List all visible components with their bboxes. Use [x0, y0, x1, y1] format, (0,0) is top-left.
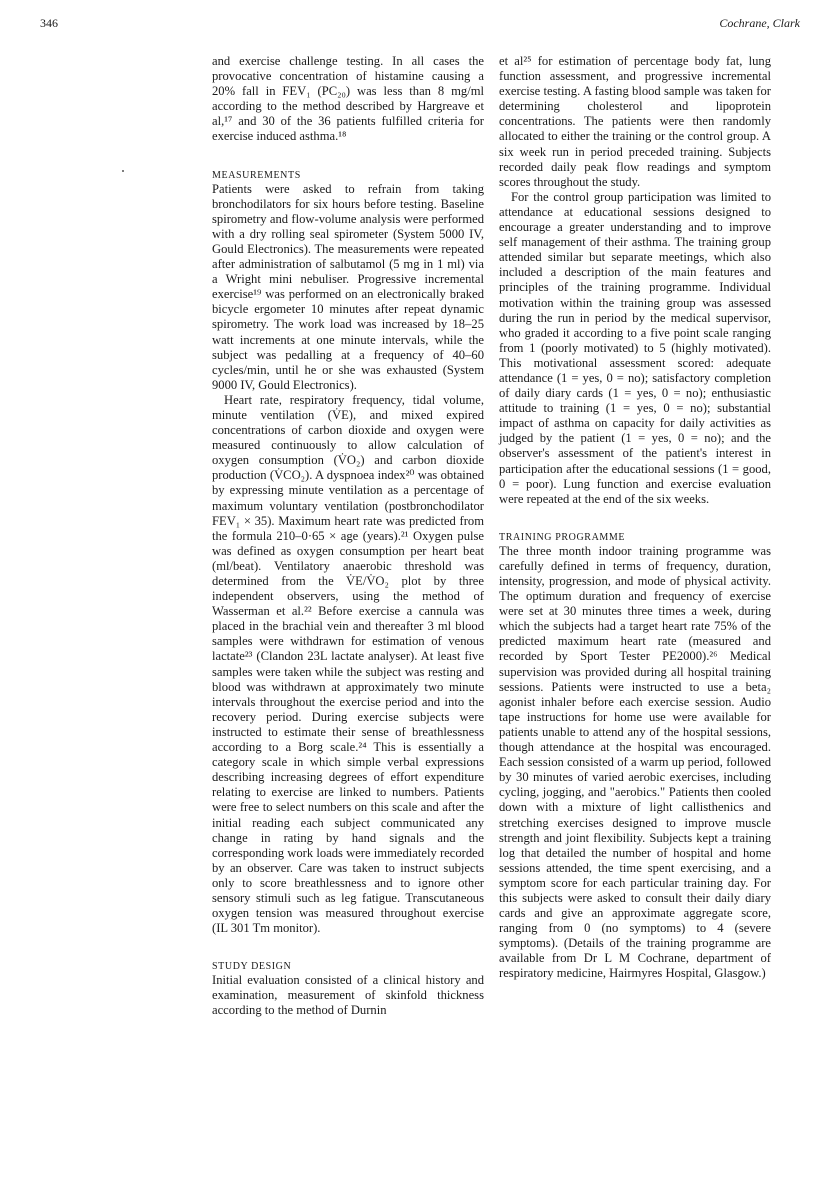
heading-training-programme: TRAINING PROGRAMME	[499, 531, 626, 543]
paragraph-training: The three month indoor training programme was carefully defined in terms of frequency, duration, intensity, progression, and mode of physical activity. The optimum duration and frequency of exercise were set at 30 minutes three times a week, during which the subjects had a target heart rate 75% of the predicted maximum heart rate (measured and recorded by Sport Tester PE2000).²⁶ Medical supervision was provided during all hospital training sessions. Patients were instructed to use a beta₂ agonist inhaler before each exercise session. Audio tape instructions for home use were available for patients unable to attend any of the hospital sessions, though attendance at the hospital was encouraged. Each session consisted of a warm up period, followed by 30 minutes of varied aerobic exercises, including cycling, jogging, and "aerobics." Patients then cooled down with a mixture of light callisthenics and stretching exercises designed to improve muscle strength and joint flexibility. Subjects kept a training log that detailed the number of hospital and home sessions attended, the time spent exercising, and a symptom score for each particular training day. For this subjects were asked to consult their daily diary cards and give an approximate aggregate score, ranging from 0 (no symptoms) to 4 (severe symptoms). (Details of the training programme are available from Dr L M Cochrane, department of respiratory medicine, Hairmyres Hospital, Glasgow.)	[499, 543, 771, 981]
running-head-authors: Cochrane, Clark	[719, 16, 800, 30]
paragraph-initial-evaluation: Initial evaluation consisted of a clinical history and examination, measurement of skinfold thickness according to the method of Durnin	[212, 973, 484, 1018]
paragraph-spirometry: Patients were asked to refrain from taking bronchodilators for six hours before testing. Baseline spirometry and flow-volume analysis were performed with a dry rolling seal spirometer (System 5000 IV, Gould Electronics). The measurements were repeated after administration of salbutamol (5 mg in 1 ml) via a Wright mini nebuliser. Progressive incremental exercise¹⁹ was performed on an electronically braked bicycle ergometer 10 minutes after repeat dynamic spirometry. The work load was increased by 18–25 watt increments at one minute intervals, while the subject was pedalling at a frequency of 40–60 cycles/min, until he or she was exhausted (System 9000 IV, Gould Electronics).	[212, 181, 484, 392]
paragraph-heart-rate: Heart rate, respiratory frequency, tidal volume, minute ventilation (V̇E), and mixed expired concentrations of carbon dioxide and oxygen were measured continuously to allow calculation of oxygen consumption (V̇O₂) and carbon dioxide production (V̇CO₂). A dyspnoea index²⁰ was obtained by expressing minute ventilation as a percentage of maximum voluntary ventilation (postbronchodilator FEV₁ × 35). Maximum heart rate was predicted from the formula 210–0·65 × age (years).²¹ Oxygen pulse was defined as oxygen consumption per heart beat (ml/beat). Ventilatory anaerobic threshold was determined from the V̇E/V̇O₂ plot by three independent observers, using the method of Wasserman et al.²² Before exercise a cannula was placed in the brachial vein and thereafter 3 ml blood samples were withdrawn for estimation of venous lactate²³ (Clandon 23L lactate analyser). At least five samples were taken while the subject was resting and blood was withdrawn at approximately two minute intervals throughout the exercise period and into the recovery period. During exercise subjects were instructed to estimate their sense of breathlessness according to a Borg scale.²⁴ This is essentially a category scale in which simple verbal expressions describing increasing degrees of effort expenditure relating to exercise are linked to numbers. Patients were free to select numbers on this scale and after the initial reading each subject communicated any change in rating by hand signals and the corresponding work loads were immediately recorded by an observer. Care was taken to instruct subjects only to score breathlessness and to ignore other sensory stimuli such as leg fatigue. Transcutaneous oxygen tension was measured throughout exercise (IL 301 Tm monitor).	[212, 392, 484, 936]
stray-mark	[122, 170, 124, 172]
paragraph-body-fat: et al²⁵ for estimation of percentage body fat, lung function assessment, and progressive incremental exercise testing. A fasting blood sample was taken for determining cholesterol and lipoprotein concentrations. The patients were then randomly allocated to either the training or the control group. A six week run in period preceded training. Subjects recorded daily peak flow readings and symptom scores throughout the study.	[499, 54, 771, 189]
heading-study-design: STUDY DESIGN	[212, 961, 292, 973]
left-column	[212, 54, 484, 1019]
heading-measurements: MEASUREMENTS	[212, 169, 301, 181]
paragraph-histamine: and exercise challenge testing. In all cases the provocative concentration of histamine causing a 20% fall in FEV₁ (PC₂₀) was less than 8 mg/ml according to the method described by Hargreave et al,¹⁷ and 30 of the 36 patients fulfilled criteria for exercise induced asthma.¹⁸	[212, 54, 484, 144]
right-column	[499, 54, 771, 982]
page-number: 346	[40, 16, 58, 30]
paragraph-control-group: For the control group participation was limited to attendance at educational sessions designed to encourage a greater understanding and to improve self management of their asthma. The training group attended similar but separate meetings, which also included a description of the main features and principles of the training programme. Individual motivation within the training group was assessed during the run in period by the medical supervisor, who graded it according to a five point scale ranging from 1 (poorly motivated) to 5 (highly motivated). This motivational assessment scored: adequate attendance (1 = yes, 0 = no); satisfactory completion of daily diary cards (1 = yes, 0 = no); enthusiastic attitude to training (1 = yes, 0 = no); substantial impact of asthma on capacity for daily activities as judged by the patient (1 = yes, 0 = no); and the observer's assessment of the patient's interest in participation after the educational sessions (1 = good, 0 = poor). Lung function and exercise evaluation were repeated at the end of the six weeks.	[499, 189, 771, 506]
